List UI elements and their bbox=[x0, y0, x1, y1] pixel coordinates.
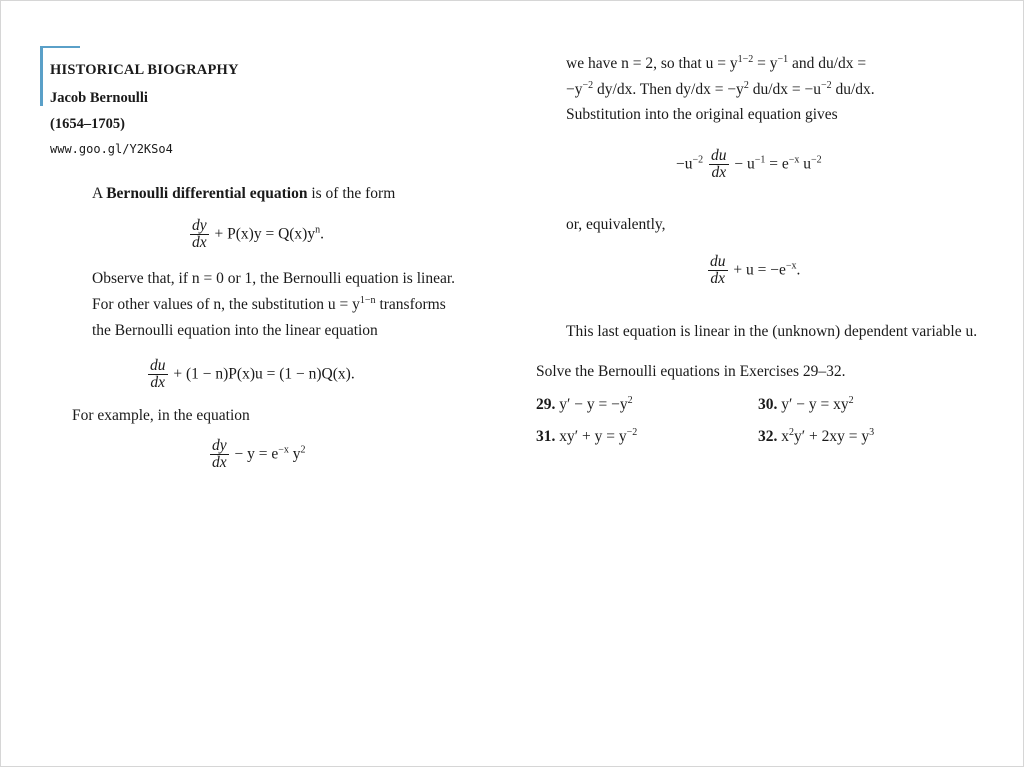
exercise-32: 32. $x^2y' + 2xy = y^3$ bbox=[758, 427, 875, 445]
observe-line-3: the Bernoulli equation into the linear equation bbox=[92, 322, 378, 339]
example-equation: $\frac{dy}{dx}$ − $y = e^{-x}$ $y^2$ bbox=[212, 437, 306, 472]
biography-link[interactable]: www.goo.gl/Y2KSo4 bbox=[50, 142, 173, 156]
equivalently-text: or, equivalently, bbox=[566, 216, 666, 233]
biography-accent-line bbox=[40, 46, 80, 48]
equivalent-equation: $\frac{du}{dx}$ + $u = -e^{-x}$. bbox=[710, 253, 801, 288]
biography-name: Jacob Bernoulli bbox=[50, 90, 148, 106]
observe-line-1: Observe that, if n = 0 or 1, the Bernoulli equation is linear. bbox=[92, 270, 456, 287]
biography-years: (1654–1705) bbox=[50, 116, 125, 132]
exercise-29: 29. $y' - y = -y^2$ bbox=[536, 395, 633, 413]
example-sentence: For example, in the equation bbox=[72, 407, 250, 424]
bernoulli-equation: $\frac{dy}{dx}$ + $P(x)y = Q(x)y^n$. bbox=[192, 217, 324, 252]
exercises-heading: Solve the Bernoulli equations in Exercises 29–32. bbox=[536, 363, 846, 380]
substituted-equation: $-u^{-2}$ $\frac{du}{dx}$ − $u^{-1} = e^{-x}$ $u^{-2}$ bbox=[676, 147, 822, 182]
observe-line-2: For other values of n, the substitution $u = y^{1-n}$ transforms bbox=[92, 295, 446, 313]
right-line-3: Substitution into the original equation gives bbox=[566, 106, 838, 123]
linear-equation: $\frac{du}{dx}$ + (1 − n)P(x)u = (1 − n)Q(x). bbox=[150, 357, 355, 392]
exercise-30: 30. $y' - y = xy^2$ bbox=[758, 395, 854, 413]
intro-sentence: A Bernoulli differential equation is of the form bbox=[92, 185, 396, 202]
right-line-2: $-y^{-2}$ dy/dx. Then $dy/dx = -y^2$ $du/dx = -u^{-2}$ du/dx. bbox=[566, 80, 875, 98]
exercise-31: 31. $xy' + y = y^{-2}$ bbox=[536, 427, 638, 445]
biography-accent-bar bbox=[40, 46, 43, 106]
last-equation-note: This last equation is linear in the (unknown) dependent variable u. bbox=[566, 323, 978, 340]
biography-heading: HISTORICAL BIOGRAPHY bbox=[50, 62, 239, 78]
right-line-1: we have n = 2, so that $u = y^{1-2} = y^{-1}$ and du/dx = bbox=[566, 54, 867, 72]
